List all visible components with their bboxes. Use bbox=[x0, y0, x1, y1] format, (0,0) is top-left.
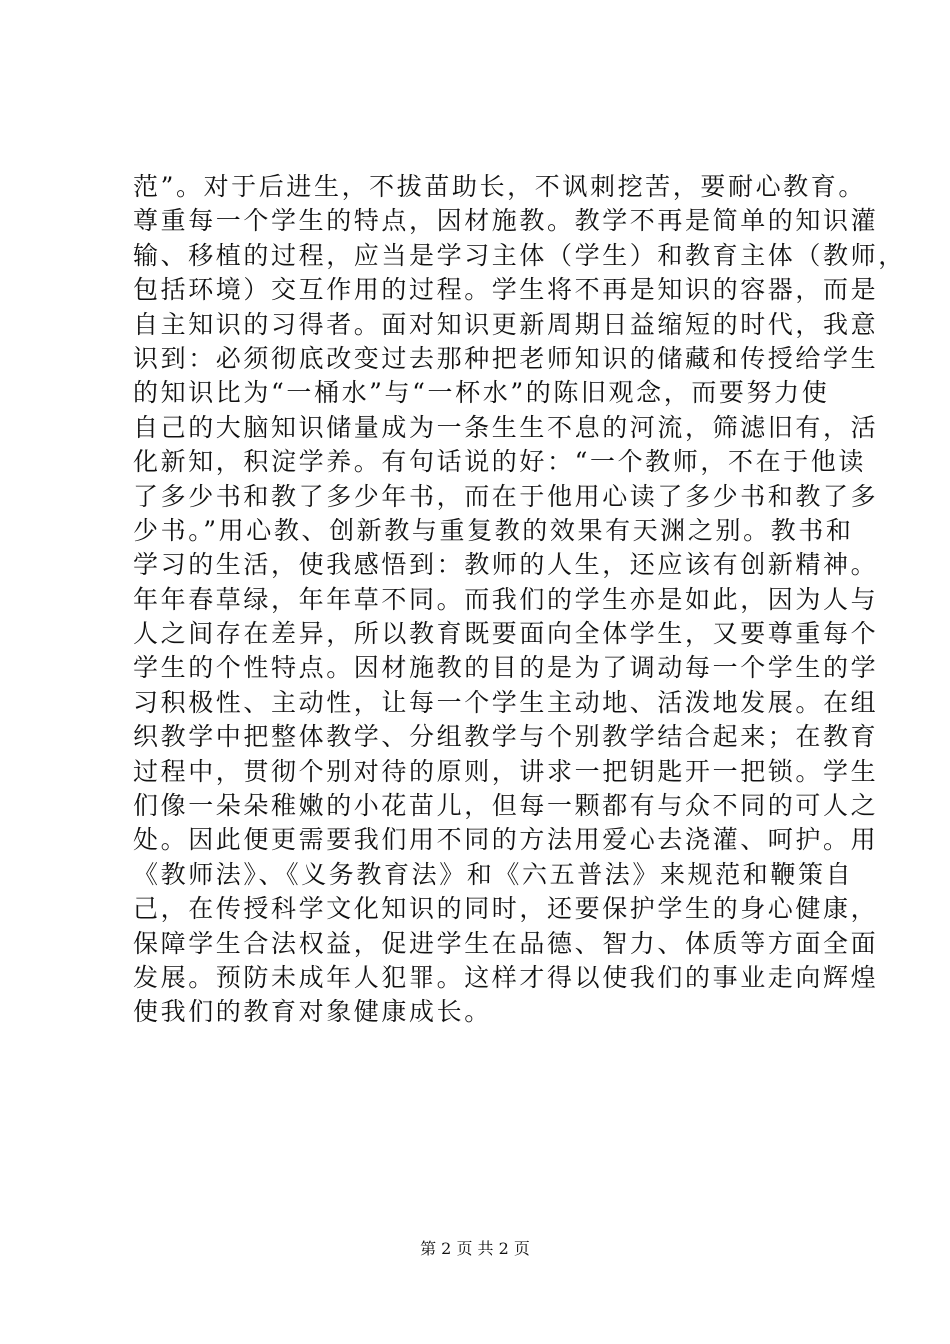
text-line: 了多少书和教了多少年书，而在于他用心读了多少书和教了多 bbox=[133, 481, 879, 511]
text-line: 们像一朵朵稚嫩的小花苗儿，但每一颗都有与众不同的可人之 bbox=[133, 791, 879, 821]
text-line: 年年春草绿，年年草不同。而我们的学生亦是如此，因为人与 bbox=[133, 584, 879, 614]
text-line: 输、移植的过程，应当是学习主体（学生）和教育主体（教师， bbox=[133, 240, 906, 270]
text-line: 自主知识的习得者。面对知识更新周期日益缩短的时代，我意 bbox=[133, 309, 879, 339]
text-line: 使我们的教育对象健康成长。 bbox=[133, 997, 492, 1027]
text-line: 习积极性、主动性，让每一个学生主动地、活泼地发展。在组 bbox=[133, 687, 879, 717]
body-text bbox=[133, 170, 906, 1030]
text-line: 少书。”用心教、创新教与重复教的效果有天渊之别。教书和 bbox=[133, 515, 854, 545]
text-line: 自己的大脑知识储量成为一条生生不息的河流，筛滤旧有，活 bbox=[133, 412, 879, 442]
page-number: 第 2 页 共 2 页 bbox=[420, 1239, 530, 1258]
text-line: 尊重每一个学生的特点，因材施教。教学不再是简单的知识灌 bbox=[133, 206, 879, 236]
page-footer bbox=[0, 1238, 950, 1260]
text-line: 范”。对于后进生，不拔苗助长，不讽刺挖苦，要耐心教育。 bbox=[133, 172, 866, 201]
text-line: 过程中，贯彻个别对待的原则，讲求一把钥匙开一把锁。学生 bbox=[133, 756, 879, 786]
text-line: 处。因此便更需要我们用不同的方法用爱心去浇灌、呵护。用 bbox=[133, 825, 879, 855]
text-line: 保障学生合法权益，促进学生在品德、智力、体质等方面全面 bbox=[133, 928, 879, 958]
text-line: 织教学中把整体教学、分组教学与个别教学结合起来；在教育 bbox=[133, 722, 879, 752]
text-line: 化新知，积淀学养。有句话说的好：“一个教师，不在于他读 bbox=[133, 447, 866, 477]
text-line: 《教师法》、《义务教育法》和《六五普法》来规范和鞭策自 bbox=[133, 859, 854, 889]
text-line: 己，在传授科学文化知识的同时，还要保护学生的身心健康， bbox=[133, 894, 879, 924]
text-line: 学生的个性特点。因材施教的目的是为了调动每一个学生的学 bbox=[133, 653, 879, 683]
text-line: 人之间存在差异，所以教育既要面向全体学生，又要尊重每个 bbox=[133, 619, 879, 649]
text-line: 包括环境）交互作用的过程。学生将不再是知识的容器，而是 bbox=[133, 275, 879, 305]
text-line: 的知识比为“一桶水”与“一杯水”的陈旧观念，而要努力使 bbox=[133, 378, 830, 408]
text-line: 学习的生活，使我感悟到：教师的人生，还应该有创新精神。 bbox=[133, 550, 879, 580]
text-line: 发展。预防未成年人犯罪。这样才得以使我们的事业走向辉煌 bbox=[133, 962, 879, 992]
text-line: 识到：必须彻底改变过去那种把老师知识的储藏和传授给学生 bbox=[133, 343, 879, 373]
